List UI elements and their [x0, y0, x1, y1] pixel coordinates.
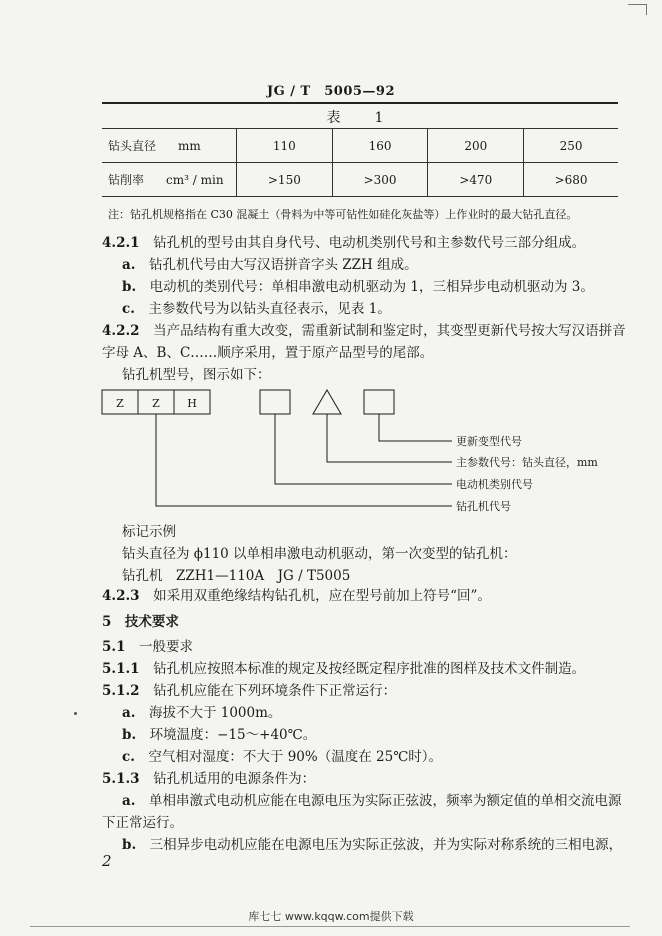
page-number: 2 [102, 852, 112, 870]
scan-speck [74, 712, 77, 715]
code-box-2 [138, 390, 174, 414]
table-cell: 250 [524, 129, 618, 163]
row-label: 钻头直径 [108, 139, 157, 153]
item-mark: b. [122, 727, 137, 743]
label-variant: 更新变型代号 [456, 435, 522, 448]
clause-item [122, 835, 622, 855]
table-row [102, 129, 618, 163]
header-rule [102, 102, 618, 104]
section-5-heading [102, 612, 179, 632]
example-heading: 标记示例 [122, 524, 176, 540]
download-site-footer: 库七七 www.kqqw.com提供下载 [248, 910, 414, 923]
clause-4-2-3 [102, 586, 491, 606]
box-letter: Z [152, 397, 160, 410]
item-mark: b. [122, 279, 137, 295]
clause-text: 钻孔机适用的电源条件为： [153, 771, 316, 787]
box-letter: Z [116, 397, 124, 410]
leader-machine [156, 414, 452, 506]
item-mark: c. [122, 301, 135, 317]
table-cell: 200 [428, 129, 524, 163]
item-mark: a. [122, 257, 136, 273]
code-box-1 [102, 390, 138, 414]
clause-number: 5.1.3 [102, 771, 140, 787]
clause-5-1-3 [102, 769, 315, 789]
table-cell: >470 [428, 163, 524, 197]
box-letter: H [187, 397, 197, 410]
clause-text: 当产品结构有重大改变，需重新试制和鉴定时，其变型更新代号按大写汉语拼音 [153, 323, 626, 339]
table-row [102, 163, 618, 197]
clause-number: 4.2.3 [102, 588, 140, 604]
clause-item [122, 299, 391, 319]
item-mark: a. [122, 705, 136, 721]
document-code-header: JG / T 5005—92 [267, 84, 395, 99]
item-mark: a. [122, 793, 136, 809]
item-text: 三相异步电动机应能在电源电压为实际正弦波，并为实际对称系统的三相电源， [149, 837, 623, 853]
item-text: 空气相对湿度：不大于 90%（温度在 25℃时）。 [148, 749, 443, 765]
table-cell: >150 [237, 163, 333, 197]
example-line: 钻头直径为 ϕ110 以单相串激电动机驱动，第一次变型的钻孔机： [122, 546, 517, 562]
example-line: 钻孔机 ZZH1—110A JG / T5005 [122, 568, 351, 584]
row-label: 钻削率 [108, 173, 145, 187]
item-mark: b. [122, 837, 137, 853]
item-text: 单相串激式电动机应能在电源电压为实际正弦波，频率为额定值的单相交流电源 [148, 793, 622, 809]
clause-text: 钻孔机应按照本标准的规定及按经既定程序批准的图样及技术文件制造。 [153, 661, 586, 677]
row-header [102, 129, 237, 163]
row-header [102, 163, 237, 197]
clause-5-1-2 [102, 681, 396, 701]
table-cell: 160 [332, 129, 428, 163]
clause-continuation: 下正常运行。 [102, 815, 183, 831]
clause-5-1-1 [102, 659, 585, 679]
corner-mark [628, 4, 647, 15]
clause-number: 5.1.1 [102, 661, 140, 677]
param-triangle [313, 390, 341, 414]
clause-4-2-1 [102, 233, 585, 253]
table-note: 注：钻孔机规格指在 C30 混凝土（骨料为中等可钻性如硅化灰盐等）上作业时的最大钻孔直径。 [108, 208, 578, 221]
section-number: 5 [102, 614, 112, 630]
item-text: 环境温度：−15～+40℃。 [149, 727, 317, 743]
clause-item [122, 725, 316, 745]
label-machine: 钻孔机代号 [456, 500, 511, 513]
leader-variant [379, 414, 452, 441]
clause-number: 4.2.1 [102, 235, 140, 251]
leader-param [327, 414, 452, 462]
label-motor: 电动机类别代号 [456, 478, 533, 491]
section-5-1-heading [102, 637, 193, 657]
clause-4-2-2 [102, 321, 626, 341]
code-box-3 [174, 390, 210, 414]
item-text: 主参数代号为以钻头直径表示，见表 1。 [148, 301, 391, 317]
variant-box [364, 390, 394, 414]
item-mark: c. [122, 749, 135, 765]
table-cell: >680 [524, 163, 618, 197]
clause-item [122, 277, 594, 297]
label-param: 主参数代号：钻头直径，mm [456, 456, 598, 469]
clause-number: 5.1.2 [102, 683, 140, 699]
clause-text: 钻孔机应能在下列环境条件下正常运行： [153, 683, 397, 699]
clause-text: 如采用双重绝缘结构钻孔机，应在型号前加上符号“回”。 [153, 588, 491, 604]
table-cell: >300 [332, 163, 428, 197]
item-text: 海拔不大于 1000m。 [148, 705, 282, 721]
clause-item [122, 703, 281, 723]
clause-continuation: 字母 A、B、C……顺序采用，置于原产品型号的尾部。 [102, 345, 434, 361]
spec-table [102, 128, 618, 197]
table-cell: 110 [237, 129, 333, 163]
motor-type-box [260, 390, 290, 414]
item-text: 钻孔机代号由大写汉语拼音字头 ZZH 组成。 [148, 257, 418, 273]
clause-item [122, 255, 418, 275]
row-unit: mm [178, 139, 201, 153]
table-title: 表 1 [326, 110, 394, 126]
item-text: 电动机的类别代号：单相串激电动机驱动为 1，三相异步电动机驱动为 3。 [149, 279, 594, 295]
section-number: 5.1 [102, 639, 126, 655]
model-intro: 钻孔机型号，图示如下： [122, 367, 271, 383]
leader-motor [275, 414, 452, 484]
clause-item [122, 791, 621, 811]
clause-item [122, 747, 442, 767]
footer-rule [30, 926, 630, 927]
section-title: 技术要求 [124, 614, 179, 630]
row-unit: cm³ / min [166, 173, 224, 187]
clause-text: 钻孔机的型号由其自身代号、电动机类别代号和主参数代号三部分组成。 [153, 235, 586, 251]
clause-number: 4.2.2 [102, 323, 140, 339]
section-title: 一般要求 [139, 639, 193, 655]
